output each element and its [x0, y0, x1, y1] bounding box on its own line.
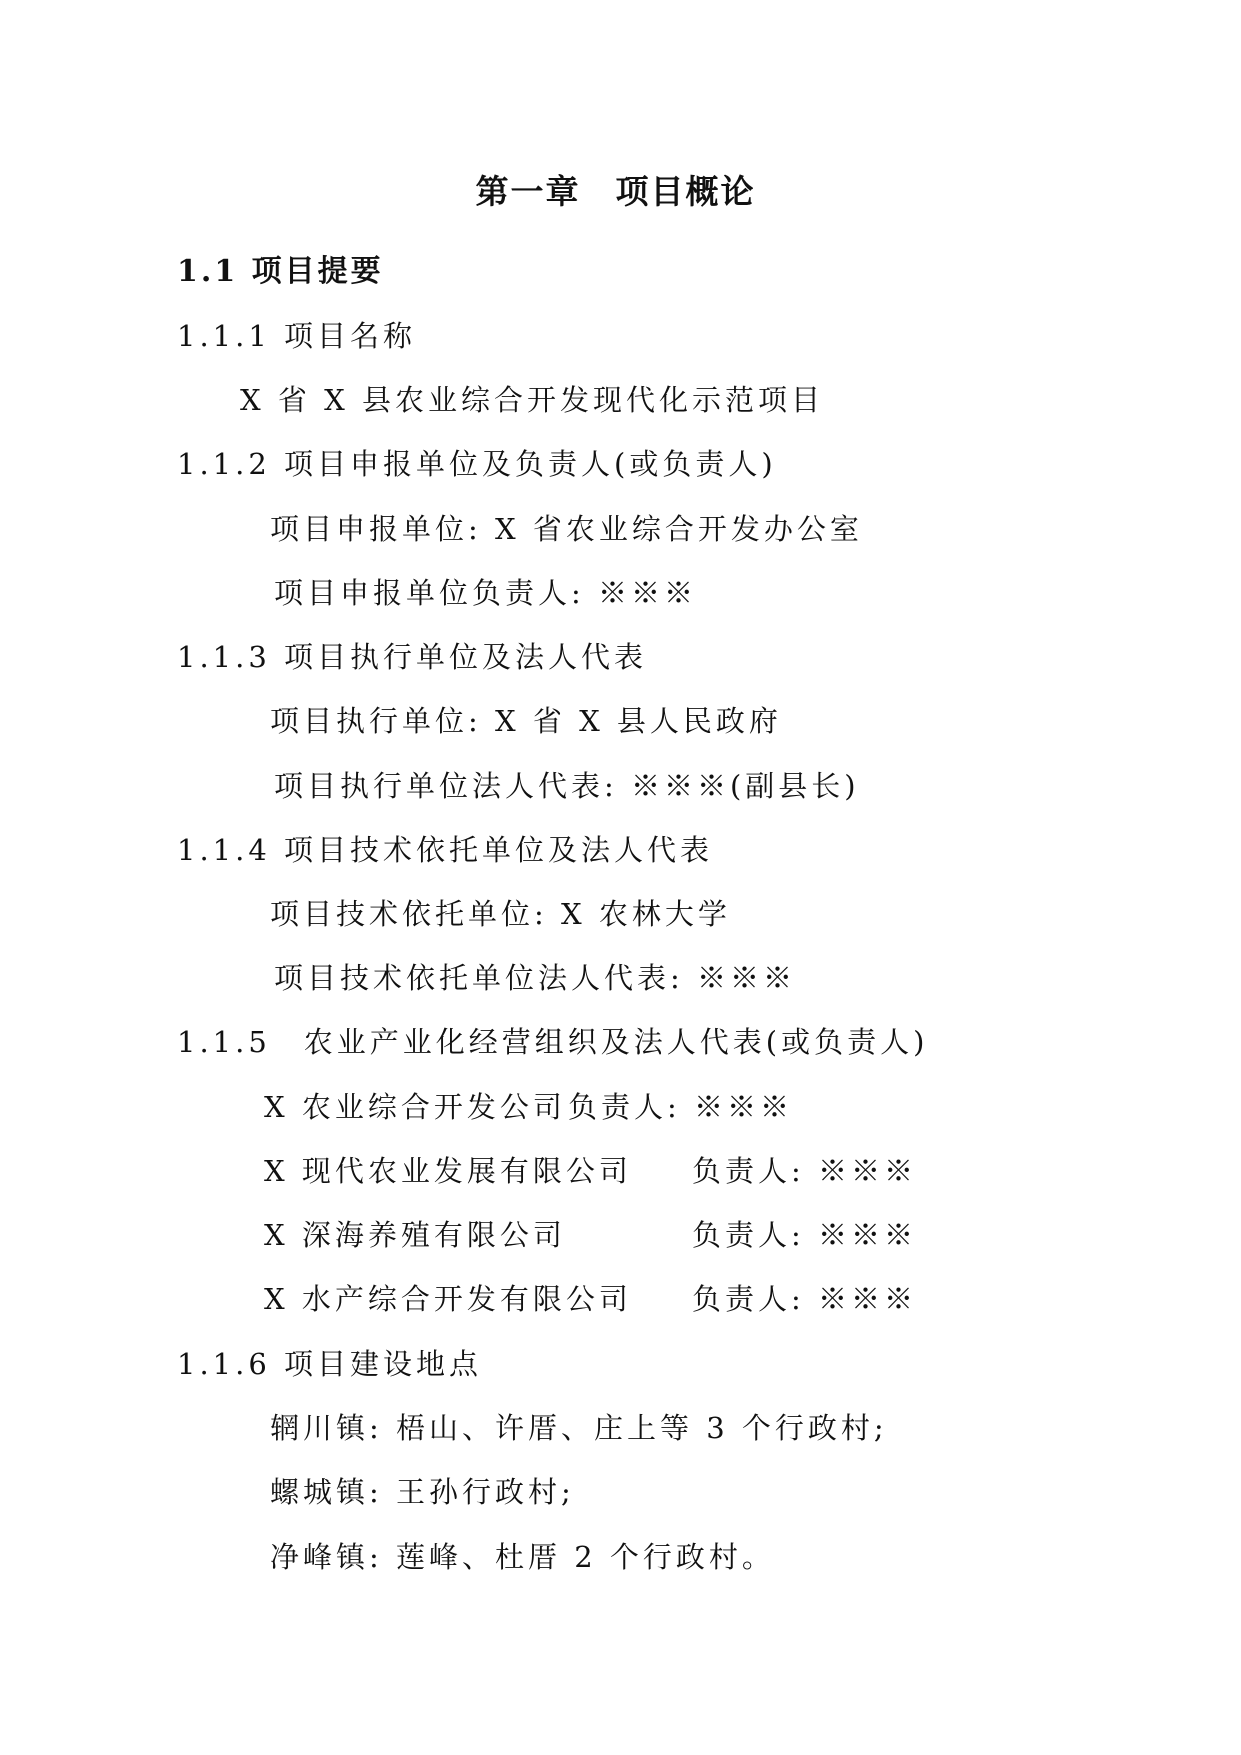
- location-item: 螺城镇: 王孙行政村;: [270, 1475, 575, 1509]
- subsection-heading-tech: 1.1.4 项目技术依托单位及法人代表: [177, 833, 714, 867]
- org-name: X 深海养殖有限公司: [264, 1218, 566, 1252]
- tech-leader: 项目技术依托单位法人代表: ※※※: [274, 961, 796, 995]
- executor-unit: 项目执行单位: X 省 X 县人民政府: [270, 704, 782, 738]
- tech-unit: 项目技术依托单位: X 农林大学: [270, 897, 731, 931]
- org-leader: 负责人: ※※※: [692, 1154, 917, 1188]
- subsection-heading-location: 1.1.6 项目建设地点: [177, 1347, 483, 1381]
- org-name: X 农业综合开发公司: [264, 1090, 566, 1124]
- executor-leader: 项目执行单位法人代表: ※※※(副县长): [274, 769, 860, 803]
- org-leader: 负责人: ※※※: [568, 1090, 793, 1124]
- applicant-unit: 项目申报单位: X 省农业综合开发办公室: [270, 512, 863, 546]
- subsection-heading-executor: 1.1.3 项目执行单位及法人代表: [177, 640, 648, 674]
- location-item: 辋川镇: 梧山、许厝、庄上等 3 个行政村;: [270, 1411, 888, 1445]
- org-leader: 负责人: ※※※: [692, 1282, 917, 1316]
- chapter-title: 第一章 项目概论: [475, 172, 756, 211]
- applicant-leader: 项目申报单位负责人: ※※※: [274, 576, 697, 610]
- org-leader: 负责人: ※※※: [692, 1218, 917, 1252]
- project-name: X 省 X 县农业综合开发现代化示范项目: [240, 383, 824, 417]
- location-item: 净峰镇: 莲峰、杜厝 2 个行政村。: [270, 1540, 775, 1574]
- org-name: X 水产综合开发有限公司: [264, 1282, 632, 1316]
- subsection-heading-applicant: 1.1.2 项目申报单位及负责人(或负责人): [177, 447, 777, 481]
- section-heading: 1.1 项目提要: [177, 254, 384, 289]
- subsection-heading-orgs: 1.1.5 农业产业化经营组织及法人代表(或负责人): [177, 1025, 929, 1059]
- org-name: X 现代农业发展有限公司: [264, 1154, 632, 1188]
- subsection-heading-name: 1.1.1 项目名称: [177, 319, 417, 353]
